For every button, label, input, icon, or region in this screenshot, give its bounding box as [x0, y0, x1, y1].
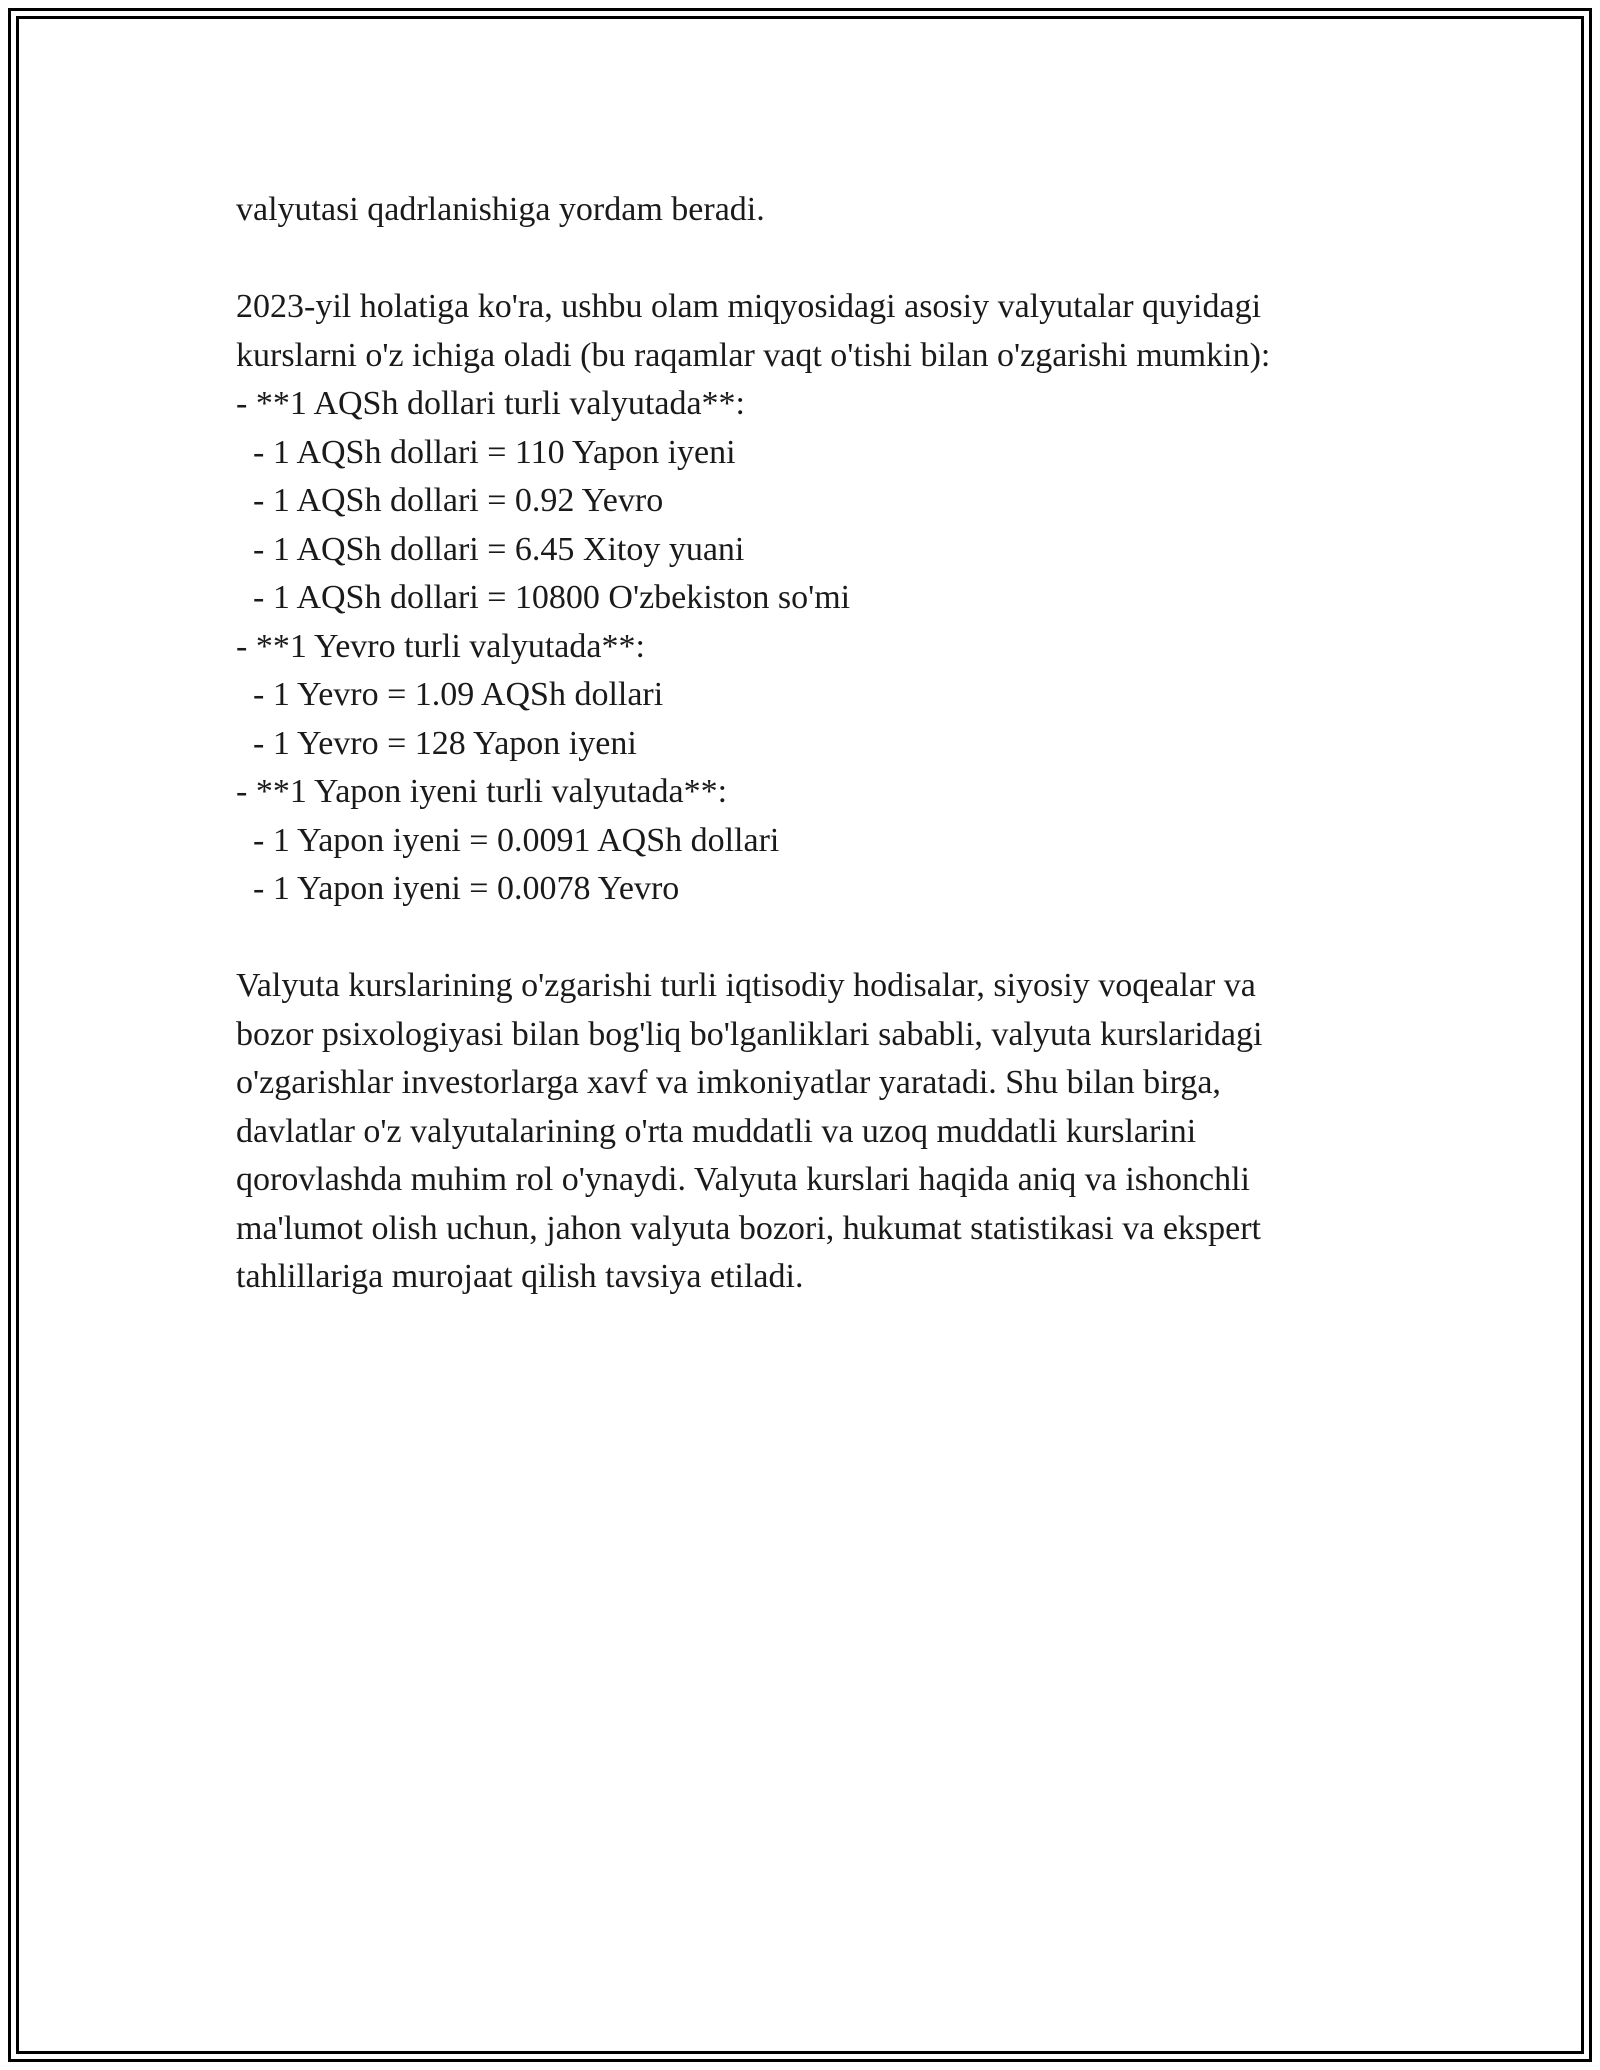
conclusion-line: ma'lumot olish uchun, jahon valyuta bozori, hukumat statistikasi va ekspert	[236, 1209, 1261, 1247]
conclusion-line: tahlillariga murojaat qilish tavsiya etiladi.	[236, 1258, 804, 1295]
rate-item: - 1 AQSh dollari = 110 Yapon iyeni	[236, 433, 736, 471]
rates-intro-line: 2023-yil holatiga ko'ra, ushbu olam miqyosidagi asosiy valyutalar quyidagi	[236, 288, 1262, 325]
rate-item: - 1 AQSh dollari = 6.45 Xitoy yuani	[236, 530, 745, 568]
rate-item: - 1 AQSh dollari = 0.92 Yevro	[236, 482, 664, 519]
conclusion-line: o'zgarishlar investorlarga xavf va imkoniyatlar yaratadi. Shu bilan birga,	[236, 1064, 1221, 1101]
rate-group-heading-usd: - **1 AQSh dollari turli valyutada**:	[236, 385, 745, 422]
document-body	[236, 186, 1386, 1302]
rate-group-heading-jpy: - **1 Yapon iyeni turli valyutada**:	[236, 773, 728, 810]
rate-item: - 1 Yevro = 1.09 AQSh dollari	[236, 676, 664, 713]
paragraph-intro-tail: valyutasi qadrlanishiga yordam beradi.	[236, 191, 765, 228]
conclusion-line: bozor psixologiyasi bilan bog'liq bo'lganliklari sababli, valyuta kurslaridagi	[236, 1015, 1263, 1053]
paragraph-gap	[236, 914, 1386, 963]
rate-item: - 1 Yevro = 128 Yapon iyeni	[236, 724, 637, 762]
rate-item: - 1 Yapon iyeni = 0.0078 Yevro	[236, 870, 680, 907]
rates-intro-line: kurslarni o'z ichiga oladi (bu raqamlar vaqt o'tishi bilan o'zgarishi mumkin):	[236, 336, 1271, 374]
conclusion-line: qorovlashda muhim rol o'ynaydi. Valyuta kurslari haqida aniq va ishonchli	[236, 1161, 1250, 1198]
rate-item: - 1 Yapon iyeni = 0.0091 AQSh dollari	[236, 821, 780, 859]
rate-item: - 1 AQSh dollari = 10800 O'zbekiston so'mi	[236, 579, 851, 616]
conclusion-line: davlatlar o'z valyutalarining o'rta muddatli va uzoq muddatli kurslarini	[236, 1112, 1197, 1150]
paragraph-gap	[236, 235, 1386, 284]
conclusion-line: Valyuta kurslarining o'zgarishi turli iqtisodiy hodisalar, siyosiy voqealar va	[236, 967, 1256, 1004]
rate-group-heading-eur: - **1 Yevro turli valyutada**:	[236, 627, 645, 665]
